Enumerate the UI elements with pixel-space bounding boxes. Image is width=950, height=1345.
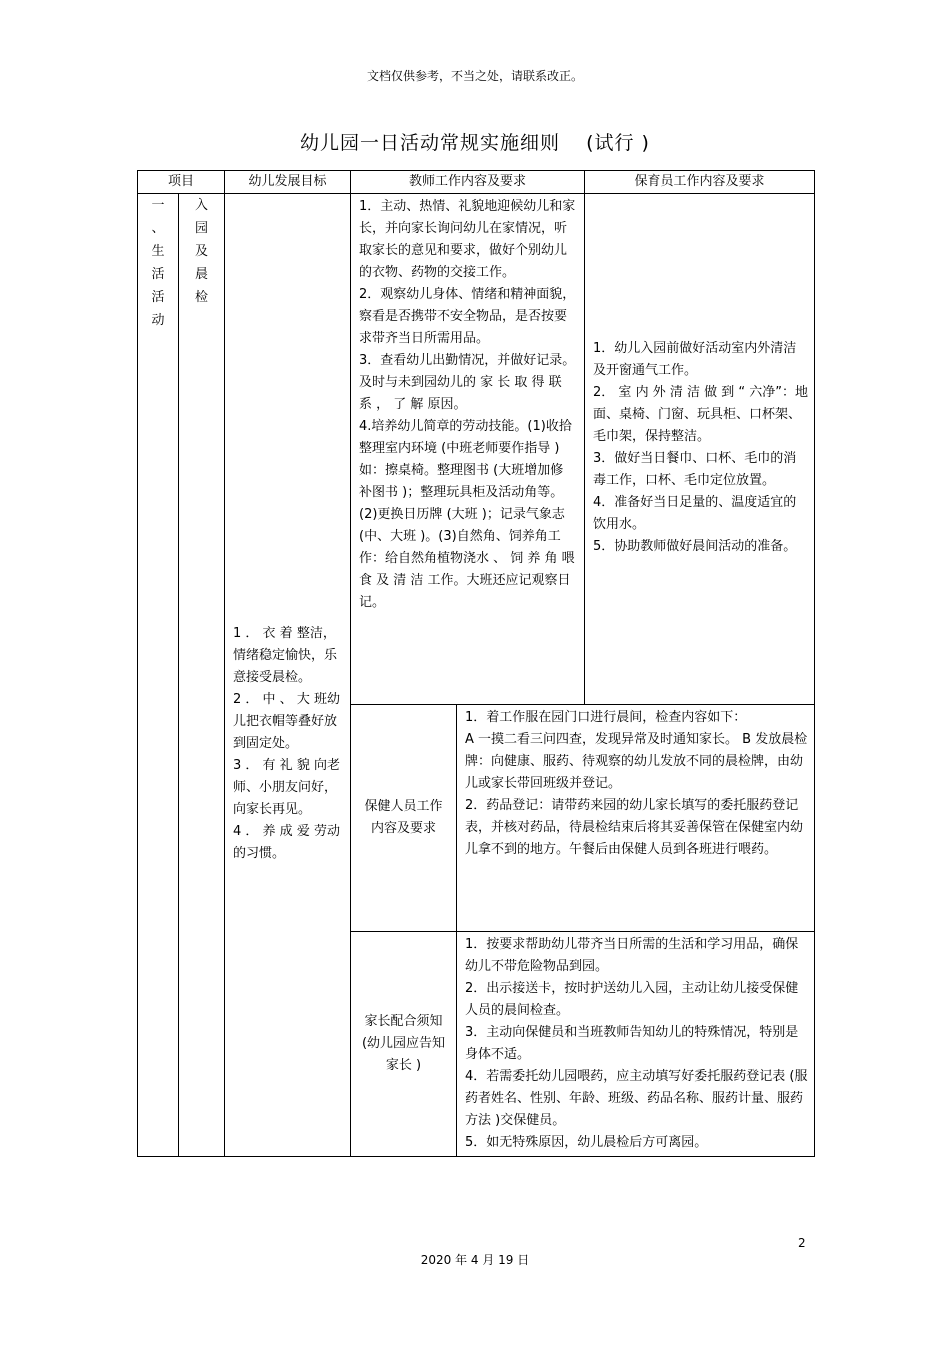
parent-label-cell	[351, 932, 457, 1157]
subcategory-label: 入 园 及 晨 检	[195, 198, 209, 305]
child-goal-item: 3 ． 有 礼 貌 向老师、小朋友问好，向家长再见。	[233, 758, 340, 817]
nurse-item: 5．协助教师做好晨间活动的准备。	[593, 539, 797, 554]
health-label: 保健人员工作内容及要求	[364, 799, 443, 836]
page-title	[0, 128, 950, 155]
health-item: 1．着工作服在园门口进行晨间，检查内容如下：	[465, 710, 747, 725]
nurse-item: 3．做好当日餐巾、口杯、毛巾的消毒工作，口杯、毛巾定位放置。	[593, 451, 797, 488]
parent-item: 1．按要求帮助幼儿带齐当日所需的生活和学习用品，确保幼儿不带危险物品到园。	[465, 937, 799, 974]
child-goals-cell	[225, 194, 351, 1157]
parent-item: 3．主动向保健员和当班教师告知幼儿的特殊情况，特别是身体不适。	[465, 1025, 799, 1062]
child-goal-item: 1 ． 衣 着 整洁，情绪稳定愉快，乐意接受晨检。	[233, 626, 338, 685]
parent-item: 4．若需委托幼儿园喂药，应主动填写好委托服药登记表 (服药者姓名、性别、年龄、班级、药品名称、服药计量、服药方法 )交保健员。	[465, 1069, 808, 1128]
child-goal-item: 4 ． 养 成 爱 劳动的习惯。	[233, 824, 340, 861]
header-project: 项目	[138, 171, 225, 194]
parent-label-sub: (幼儿园应告知家长 )	[361, 1036, 446, 1073]
header-teacher: 教师工作内容及要求	[351, 171, 585, 194]
table-row	[138, 194, 815, 705]
teacher-item: 1．主动、热情、礼貌地迎候幼儿和家长，并向家长询问幼儿在家情况，听取家长的意见和要求，做好个别幼儿的衣物、药物的交接工作。	[359, 199, 576, 280]
nurse-item: 2． 室 内 外 清 洁 做 到 “ 六净”：地面、桌椅、门窗、玩具柜、口杯架、毛巾架，保持整洁。	[593, 385, 808, 444]
health-item: A 一摸二看三问四查，发现异常及时通知家长。 B 发放晨检牌：向健康、服药、待观察的幼儿发放不同的晨检牌，由幼儿或家长带回班级并登记。	[465, 732, 808, 791]
parent-label: 家长配合须知	[364, 1014, 443, 1029]
category-cell	[138, 194, 179, 1157]
teacher-item: 2．观察幼儿身体、情绪和精神面貌，察看是否携带不安全物品，是否按要求带齐当日所需用品。	[359, 287, 576, 346]
health-label-cell	[351, 705, 457, 932]
header-child-goals: 幼儿发展目标	[225, 171, 351, 194]
header-nurse: 保育员工作内容及要求	[585, 171, 815, 194]
teacher-item: 4.培养幼儿简章的劳动技能。(1)收拾整理室内环境 (中班老师要作指导 )如：擦桌椅。整理图书 (大班增加修补图书 )；整理玩具柜及活动角等。 (2)更换日历牌 (大班 )；记录气象志(中、大班 )。(3)自然角、饲养角工作：给自然角植物浇水 、 饲 养 角 喂 食 及 清 洁 工作。大班还应记观察日记。	[359, 419, 575, 610]
nurse-cell	[585, 194, 815, 705]
nurse-item: 4．准备好当日足量的、温度适宜的饮用水。	[593, 495, 797, 532]
parent-content-cell	[457, 932, 815, 1157]
nurse-item: 1．幼儿入园前做好活动室内外清洁及开窗通气工作。	[593, 341, 797, 378]
category-label: 一 、 生 活 活 动	[151, 198, 165, 328]
table-header-row	[138, 171, 815, 194]
activity-table	[137, 170, 815, 1157]
parent-item: 2．出示接送卡，按时护送幼儿入园，主动让幼儿接受保健人员的晨间检查。	[465, 981, 799, 1018]
health-content-cell	[457, 705, 815, 932]
teacher-item: 3．查看幼儿出勤情况，并做好记录。及时与未到园幼儿的 家 长 取 得 联 系 ， 了 解 原因。	[359, 353, 576, 412]
page-number: 2	[798, 1236, 806, 1250]
subcategory-cell	[179, 194, 225, 1157]
health-item: 2．药品登记：请带药来园的幼儿家长填写的委托服药登记表，并核对药品，待晨检结束后将其妥善保管在保健室内幼儿拿不到的地方。午餐后由保健人员到各班进行喂药。	[465, 798, 804, 857]
title-main: 幼儿园一日活动常规实施细则	[300, 132, 561, 154]
teacher-cell	[351, 194, 585, 705]
header-note: 文档仅供参考，不当之处，请联系改正。	[366, 69, 583, 83]
parent-item: 5．如无特殊原因，幼儿晨检后方可离园。	[465, 1135, 708, 1150]
title-suffix: (试行 )	[586, 132, 650, 154]
footer-date: 2020 年 4 月 19 日	[420, 1253, 530, 1267]
child-goal-item: 2 ． 中 、 大 班幼儿把衣帽等叠好放到固定处。	[233, 692, 340, 751]
